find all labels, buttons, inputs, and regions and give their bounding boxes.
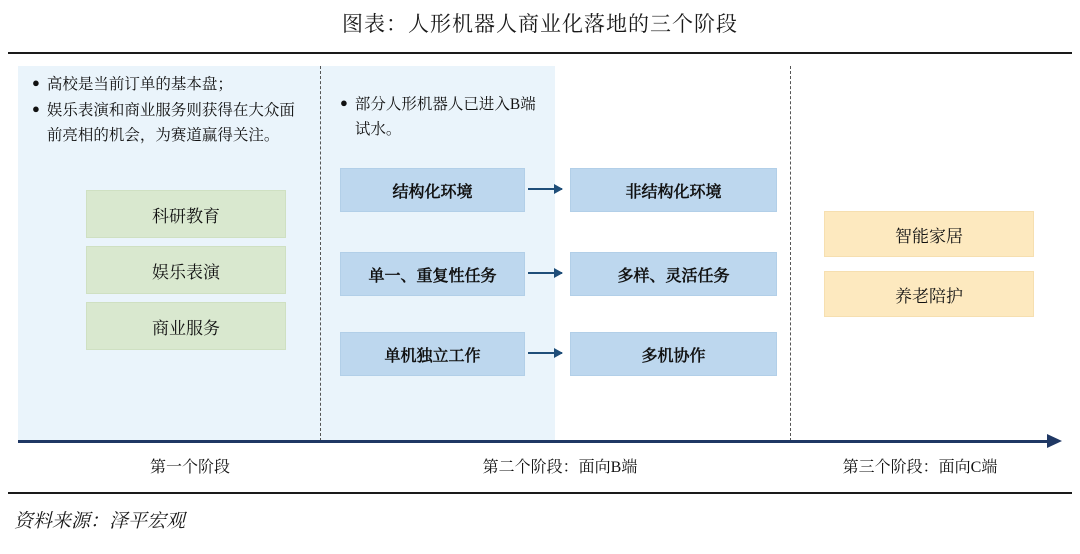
bullet-dot-icon: ● bbox=[32, 75, 40, 90]
stage-1-box-entertainment: 娱乐表演 bbox=[86, 246, 286, 294]
stage-2-box-flexible-task: 多样、灵活任务 bbox=[570, 252, 777, 296]
bullet-item bbox=[340, 92, 540, 142]
stage-3-caption: 第三个阶段：面向C端 bbox=[842, 459, 998, 476]
stage-divider-2 bbox=[790, 66, 791, 441]
stage-1-box-research-education: 科研教育 bbox=[86, 190, 286, 238]
stage-2-box-repetitive-task: 单一、重复性任务 bbox=[340, 252, 525, 296]
bullet-text: 高校是当前订单的基本盘； bbox=[46, 76, 233, 93]
stage-2-bullets bbox=[340, 92, 540, 143]
divider-bottom bbox=[8, 492, 1072, 494]
source-note: 资料来源：泽平宏观 bbox=[14, 511, 186, 532]
stage-3-box-smart-home: 智能家居 bbox=[824, 211, 1034, 257]
stage-2-box-unstructured-env: 非结构化环境 bbox=[570, 168, 777, 212]
diagram-canvas bbox=[0, 56, 1080, 486]
bullet-dot-icon: ● bbox=[340, 95, 348, 110]
stage-2-box-structured-env: 结构化环境 bbox=[340, 168, 525, 212]
stage-1-caption: 第一个阶段 bbox=[149, 459, 230, 476]
stage-2-caption: 第二个阶段：面向B端 bbox=[482, 459, 638, 476]
bullet-text: 部分人形机器人已进入B端试水。 bbox=[354, 96, 536, 139]
stage-2-box-multi-robot-collab: 多机协作 bbox=[570, 332, 777, 376]
arrow-right-icon-3 bbox=[528, 352, 562, 354]
bullet-item bbox=[32, 72, 304, 97]
arrow-right-icon-1 bbox=[528, 188, 562, 190]
bullet-text: 娱乐表演和商业服务则获得在大众面前亮相的机会，为赛道赢得关注。 bbox=[46, 102, 295, 145]
bullet-item bbox=[32, 98, 304, 148]
stage-1-bullets bbox=[32, 72, 304, 149]
arrow-right-icon-2 bbox=[528, 272, 562, 274]
timeline-arrow-icon bbox=[18, 440, 1048, 443]
stage-divider-1 bbox=[320, 66, 321, 441]
chart-title: 图表：人形机器人商业化落地的三个阶段 bbox=[342, 12, 738, 36]
divider-top bbox=[8, 52, 1072, 54]
stage-1-box-commercial-service: 商业服务 bbox=[86, 302, 286, 350]
stage-3-box-elderly-care: 养老陪护 bbox=[824, 271, 1034, 317]
bullet-dot-icon: ● bbox=[32, 101, 40, 117]
stage-2-box-standalone-work: 单机独立工作 bbox=[340, 332, 525, 376]
